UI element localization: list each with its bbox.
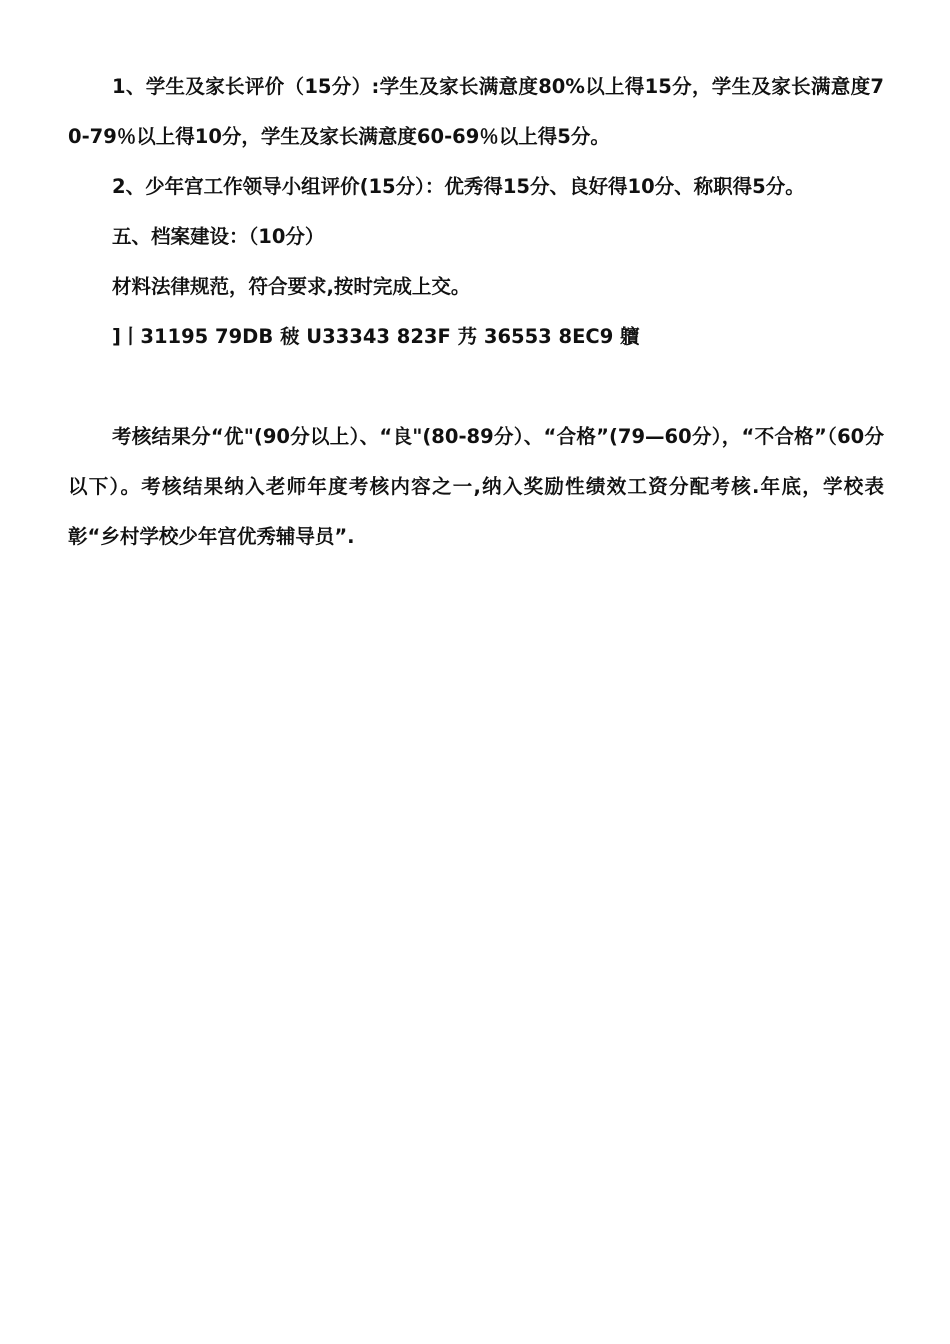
section-heading-archive: 五、档案建设：（10分） [112,225,325,248]
paragraph-parent-evaluation: 1、学生及家长评价（15分）:学生及家长满意度80%以上得15分，学生及家长满意度70-79％以上得10分，学生及家长满意度60-69％以上得5分。 [68,75,884,148]
document-body [68,62,884,562]
blank-line [68,362,884,412]
paragraph-materials: 材料法律规范，符合要求,按时完成上交。 [112,275,471,298]
paragraph-leadership-evaluation: 2、少年宫工作领导小组评价(15分）：优秀得15分、良好得10分、称职得5分。 [112,175,805,198]
paragraph-assessment-results: 考核结果分“优"(90分以上）、“良"(80-89分）、“合格”(79—60分），“不合格”（60分以下）。考核结果纳入老师年度考核内容之一,纳入奖励性绩效工资分配考核.年底，学校表彰“乡村学校少年宫优秀辅导员”. [68,425,884,548]
paragraph-garbled-codes: ]丨31195 79DB 秛 U33343 823F 艿 36553 8EC9 軉 [112,325,640,348]
